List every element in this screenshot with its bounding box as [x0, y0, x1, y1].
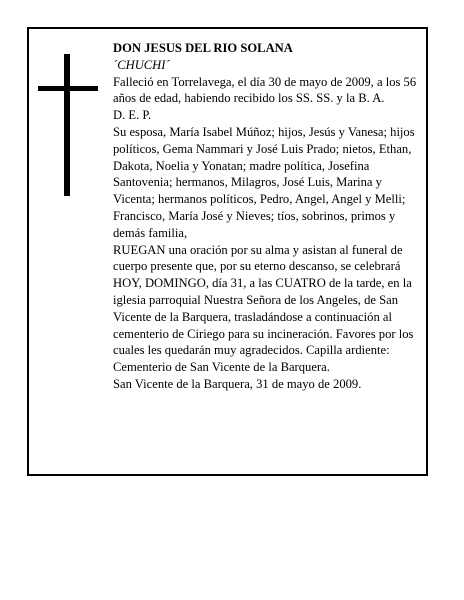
rest-in-peace: D. E. P.	[113, 108, 152, 123]
cross-horizontal-bar	[38, 86, 98, 91]
deceased-nickname: ´CHUCHI´	[113, 57, 170, 72]
obituary-text	[113, 40, 419, 393]
cross-vertical-bar	[64, 54, 70, 196]
place-and-date: San Vicente de la Barquera, 31 de mayo de 2009.	[113, 376, 362, 391]
cross-icon	[38, 54, 98, 196]
family-list: Su esposa, María Isabel Múñoz; hijos, Jesús y Vanesa; hijos políticos, Gema Nammari y José Luis Prado; nietos, Ethan, Dakota, Noelia y Yonatan; madre política, Josefina Santovenia; hermanos, Milagros, José Luis, Marina y Vicenta; hermanos políticos, Pedro, Angel, Angel y Melli; Francisco, María José y Nieves; tíos, sobrinos, primos y demás familia,	[113, 124, 415, 240]
death-announcement: Falleció en Torrelavega, el día 30 de mayo de 2009, a los 56 años de edad, habiendo recibido los SS. SS. y la B. A.	[113, 74, 417, 106]
funeral-request: RUEGAN una oración por su alma y asistan al funeral de cuerpo presente que, por su eterno descanso, se celebrará HOY, DOMINGO, día 31, a las CUATRO de la tarde, en la iglesia parroquial Nuestra Señora de los Angeles, de San Vicente de la Barquera, trasladándose a continuación al cementerio de Ciriego para su incineración. Favores por los cuales les quedarán muy agradecidos. Capilla ardiente: Cementerio de San Vicente de la Barquera.	[113, 242, 414, 375]
deceased-name: DON JESUS DEL RIO SOLANA	[113, 41, 293, 55]
